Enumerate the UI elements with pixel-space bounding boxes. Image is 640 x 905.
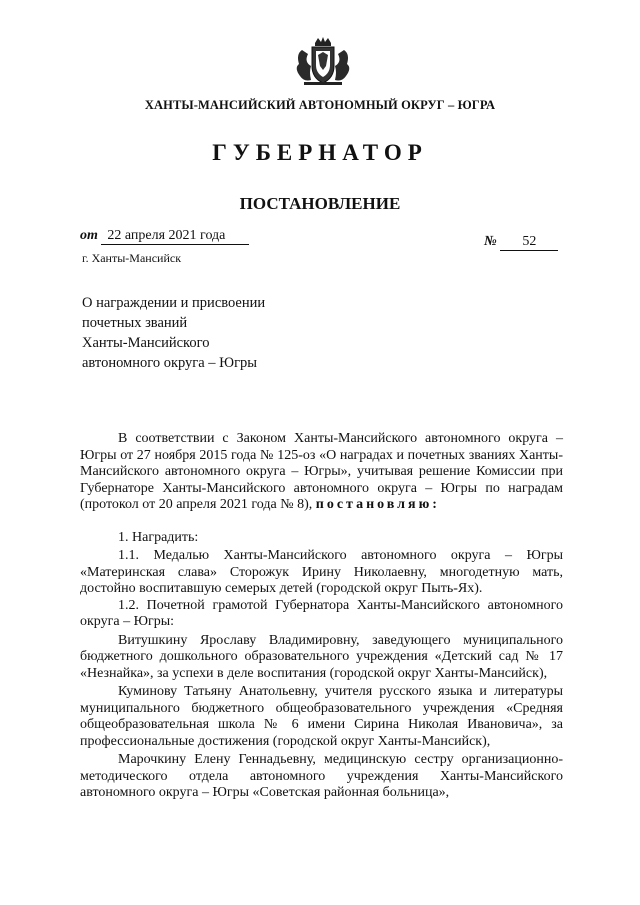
awardee-paragraph: Марочкину Елену Геннадьевну, медицинскую сестру организационно-методического отдела автономного учреждения Ханты-Мансийского автономного округа – Югры «Советская районная больница», xyxy=(80,752,563,800)
authority-title: ГУБЕРНАТОР xyxy=(212,140,428,165)
decree-word: постановляю: xyxy=(315,497,440,512)
document-date: 22 апреля 2021 года xyxy=(101,228,249,245)
subject-block xyxy=(82,293,265,373)
subject-line: Ханты-Мансийского xyxy=(82,335,210,351)
coat-of-arms-emblem xyxy=(290,36,356,88)
intro-text: В соответствии с Законом Ханты-Мансийского автономного округа – Югры от 27 ноября 2015 года № 125-оз «О наградах и почетных званиях Ханты-Мансийского автономного округа – Югры», учитывая решение Комиссии при Губернаторе Ханты-Мансийского автономного округа – Югры по наградам (протокол от 20 апреля 2021 года № 8), xyxy=(80,431,563,512)
document-number: 52 xyxy=(500,234,558,251)
number-prefix: № xyxy=(484,234,497,249)
city-line: г. Ханты-Мансийск xyxy=(82,251,182,265)
number-line xyxy=(484,234,558,251)
date-prefix: от xyxy=(80,228,98,243)
document-body xyxy=(80,431,563,802)
subject-line: автономного округа – Югры xyxy=(82,355,258,371)
awardee-paragraph: Витушкину Ярославу Владимировну, заведующего муниципального бюджетного дошкольного образовательного учреждения «Детский сад № 17 «Незнайка», за успехи в деле воспитания (городской округ Ханты-Мансийск), xyxy=(80,632,563,681)
item-1-2: 1.2. Почетной грамотой Губернатора Ханты-Мансийского автономного округа – Югры: xyxy=(80,597,563,629)
subject-line: почетных званий xyxy=(82,315,188,331)
intro-paragraph xyxy=(80,431,563,514)
subject-line: О награждении и присвоении xyxy=(82,295,266,311)
awardee-paragraph: Куминову Татьяну Анатольевну, учителя русского языка и литературы муниципального бюджетного общеобразовательного учреждения «Средняя общеобразовательная школа № 6 имени Сирина Николая Ивановича», за профессиональные достижения (городской округ Ханты-Мансийск), xyxy=(80,684,563,749)
item-1-1: 1.1. Медалью Ханты-Мансийского автономного округа – Югры «Материнская слава» Сторожук Ирину Николаевну, многодетную мать, достойно воспитавшую семерых детей (городской округ Пыть-Ях). xyxy=(80,548,563,596)
document-type: ПОСТАНОВЛЕНИЕ xyxy=(239,194,401,213)
date-line xyxy=(80,228,249,245)
region-title: ХАНТЫ-МАНСИЙСКИЙ АВТОНОМНЫЙ ОКРУГ – ЮГРА xyxy=(144,98,496,112)
item-1: 1. Наградить: xyxy=(118,529,199,545)
